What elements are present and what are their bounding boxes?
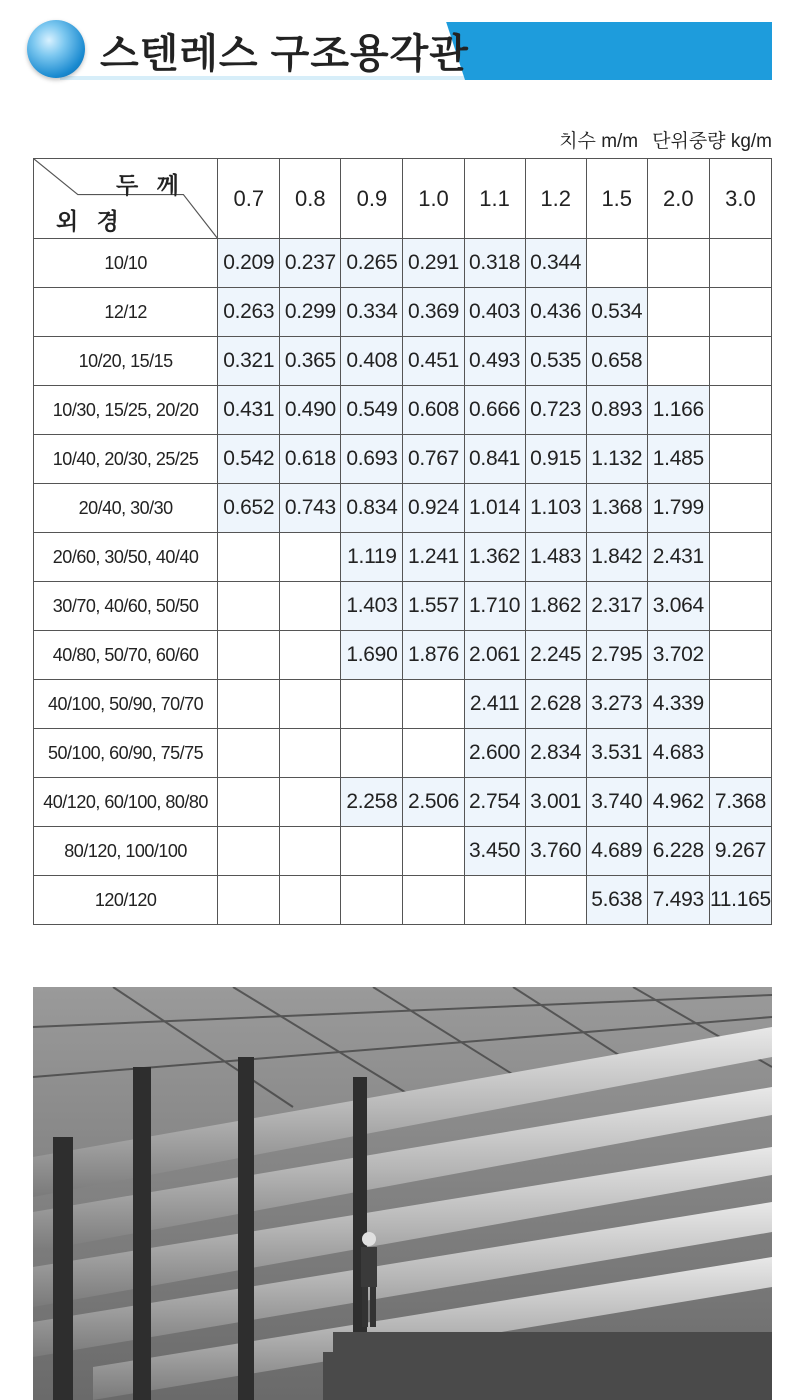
weight-cell: 6.228 <box>647 827 709 876</box>
empty-cell <box>647 239 709 288</box>
size-cell: 120/120 <box>34 876 218 925</box>
warehouse-photo <box>33 987 772 1400</box>
weight-cell: 0.841 <box>464 435 525 484</box>
weight-cell: 0.535 <box>525 337 586 386</box>
weight-cell: 0.403 <box>464 288 525 337</box>
weight-cell: 2.795 <box>586 631 647 680</box>
table-row <box>34 631 772 680</box>
header-row <box>34 159 772 239</box>
weight-cell: 1.690 <box>341 631 403 680</box>
table-row <box>34 239 772 288</box>
weight-cell: 0.291 <box>403 239 464 288</box>
empty-cell <box>709 239 771 288</box>
weight-cell: 0.893 <box>586 386 647 435</box>
empty-cell <box>280 778 341 827</box>
weight-cell: 2.834 <box>525 729 586 778</box>
weight-cell: 3.001 <box>525 778 586 827</box>
weight-cell: 0.658 <box>586 337 647 386</box>
thickness-header: 0.8 <box>280 159 341 239</box>
weight-cell: 2.061 <box>464 631 525 680</box>
empty-cell <box>218 876 280 925</box>
empty-cell <box>218 680 280 729</box>
empty-cell <box>341 876 403 925</box>
page-header <box>0 0 800 100</box>
thickness-header: 1.1 <box>464 159 525 239</box>
weight-cell: 2.600 <box>464 729 525 778</box>
weight-cell: 0.915 <box>525 435 586 484</box>
weight-cell: 0.321 <box>218 337 280 386</box>
weight-cell: 4.339 <box>647 680 709 729</box>
weight-cell: 0.365 <box>280 337 341 386</box>
table-row <box>34 533 772 582</box>
empty-cell <box>280 876 341 925</box>
empty-cell <box>403 680 464 729</box>
weight-cell: 0.608 <box>403 386 464 435</box>
weight-unit: 단위중량 kg/m <box>652 131 772 152</box>
weight-cell: 2.754 <box>464 778 525 827</box>
weight-cell: 3.273 <box>586 680 647 729</box>
weight-cell: 1.710 <box>464 582 525 631</box>
empty-cell <box>709 386 771 435</box>
table-row <box>34 778 772 827</box>
weight-cell: 0.299 <box>280 288 341 337</box>
empty-cell <box>280 631 341 680</box>
size-cell: 12/12 <box>34 288 218 337</box>
weight-cell: 1.166 <box>647 386 709 435</box>
weight-cell: 5.638 <box>586 876 647 925</box>
empty-cell <box>218 729 280 778</box>
weight-cell: 2.628 <box>525 680 586 729</box>
empty-cell <box>709 582 771 631</box>
empty-cell <box>709 680 771 729</box>
weight-cell: 2.245 <box>525 631 586 680</box>
weight-cell: 4.962 <box>647 778 709 827</box>
size-cell: 10/40, 20/30, 25/25 <box>34 435 218 484</box>
size-cell: 30/70, 40/60, 50/50 <box>34 582 218 631</box>
empty-cell <box>341 827 403 876</box>
weight-cell: 4.689 <box>586 827 647 876</box>
weight-cell: 1.557 <box>403 582 464 631</box>
empty-cell <box>525 876 586 925</box>
weight-cell: 3.760 <box>525 827 586 876</box>
empty-cell <box>647 337 709 386</box>
weight-cell: 2.506 <box>403 778 464 827</box>
weight-cell: 7.368 <box>709 778 771 827</box>
thickness-header: 2.0 <box>647 159 709 239</box>
empty-cell <box>709 435 771 484</box>
weight-cell: 0.334 <box>341 288 403 337</box>
weight-cell: 0.344 <box>525 239 586 288</box>
weight-cell: 3.702 <box>647 631 709 680</box>
empty-cell <box>280 533 341 582</box>
weight-cell: 0.924 <box>403 484 464 533</box>
weight-cell: 0.318 <box>464 239 525 288</box>
empty-cell <box>709 484 771 533</box>
empty-cell <box>280 827 341 876</box>
weight-cell: 3.450 <box>464 827 525 876</box>
weight-cell: 0.549 <box>341 386 403 435</box>
empty-cell <box>218 582 280 631</box>
empty-cell <box>280 680 341 729</box>
table-row <box>34 288 772 337</box>
weight-cell: 0.451 <box>403 337 464 386</box>
thickness-header: 0.7 <box>218 159 280 239</box>
size-cell: 80/120, 100/100 <box>34 827 218 876</box>
thickness-header: 3.0 <box>709 159 771 239</box>
page-title: 스텐레스 구조용각관 <box>100 32 469 76</box>
weight-cell: 0.265 <box>341 239 403 288</box>
weight-cell: 1.842 <box>586 533 647 582</box>
weight-cell: 7.493 <box>647 876 709 925</box>
weight-cell: 1.799 <box>647 484 709 533</box>
weight-cell: 0.369 <box>403 288 464 337</box>
weight-cell: 1.119 <box>341 533 403 582</box>
thickness-header: 1.0 <box>403 159 464 239</box>
size-cell: 20/40, 30/30 <box>34 484 218 533</box>
weight-cell: 0.263 <box>218 288 280 337</box>
table-body <box>34 239 772 925</box>
weight-cell: 1.368 <box>586 484 647 533</box>
weight-cell: 0.743 <box>280 484 341 533</box>
weight-cell: 4.683 <box>647 729 709 778</box>
size-cell: 10/30, 15/25, 20/20 <box>34 386 218 435</box>
thickness-header: 1.2 <box>525 159 586 239</box>
weight-cell: 1.103 <box>525 484 586 533</box>
table-row <box>34 435 772 484</box>
empty-cell <box>218 533 280 582</box>
weight-cell: 0.767 <box>403 435 464 484</box>
table-row <box>34 729 772 778</box>
weight-cell: 0.666 <box>464 386 525 435</box>
weight-cell: 0.490 <box>280 386 341 435</box>
table-row <box>34 876 772 925</box>
size-cell: 50/100, 60/90, 75/75 <box>34 729 218 778</box>
weight-cell: 0.834 <box>341 484 403 533</box>
weight-cell: 0.693 <box>341 435 403 484</box>
empty-cell <box>709 288 771 337</box>
weight-cell: 1.876 <box>403 631 464 680</box>
size-cell: 40/80, 50/70, 60/60 <box>34 631 218 680</box>
empty-cell <box>647 288 709 337</box>
empty-cell <box>280 729 341 778</box>
table-row <box>34 386 772 435</box>
weight-cell: 0.534 <box>586 288 647 337</box>
empty-cell <box>341 729 403 778</box>
weight-cell: 0.431 <box>218 386 280 435</box>
empty-cell <box>218 827 280 876</box>
weight-cell: 1.362 <box>464 533 525 582</box>
thickness-header: 0.9 <box>341 159 403 239</box>
empty-cell <box>280 582 341 631</box>
size-cell: 20/60, 30/50, 40/40 <box>34 533 218 582</box>
size-cell: 40/100, 50/90, 70/70 <box>34 680 218 729</box>
thickness-label: 두 께 <box>116 172 185 198</box>
weight-cell: 3.064 <box>647 582 709 631</box>
thickness-header: 1.5 <box>586 159 647 239</box>
weight-cell: 0.652 <box>218 484 280 533</box>
weight-cell: 3.740 <box>586 778 647 827</box>
empty-cell <box>464 876 525 925</box>
empty-cell <box>218 631 280 680</box>
weight-cell: 1.483 <box>525 533 586 582</box>
empty-cell <box>218 778 280 827</box>
globe-icon <box>27 20 85 78</box>
empty-cell <box>341 680 403 729</box>
empty-cell <box>403 876 464 925</box>
spec-table <box>33 158 772 925</box>
weight-cell: 0.618 <box>280 435 341 484</box>
table-row <box>34 680 772 729</box>
weight-cell: 0.436 <box>525 288 586 337</box>
header-accent-bar <box>470 22 772 80</box>
weight-cell: 1.241 <box>403 533 464 582</box>
weight-cell: 1.132 <box>586 435 647 484</box>
weight-cell: 0.493 <box>464 337 525 386</box>
dimension-unit: 치수 m/m <box>559 131 639 152</box>
weight-cell: 0.209 <box>218 239 280 288</box>
empty-cell <box>709 533 771 582</box>
weight-cell: 0.237 <box>280 239 341 288</box>
weight-cell: 0.542 <box>218 435 280 484</box>
weight-cell: 1.485 <box>647 435 709 484</box>
warehouse-racks-image <box>33 987 772 1400</box>
weight-cell: 3.531 <box>586 729 647 778</box>
unit-note <box>545 126 772 153</box>
size-cell: 10/10 <box>34 239 218 288</box>
table-row <box>34 337 772 386</box>
weight-cell: 0.723 <box>525 386 586 435</box>
table-row <box>34 484 772 533</box>
table-row <box>34 827 772 876</box>
weight-cell: 2.258 <box>341 778 403 827</box>
outer-diameter-label: 외 경 <box>56 208 125 234</box>
weight-cell: 11.165 <box>709 876 771 925</box>
weight-cell: 1.014 <box>464 484 525 533</box>
weight-cell: 2.431 <box>647 533 709 582</box>
empty-cell <box>709 729 771 778</box>
size-cell: 10/20, 15/15 <box>34 337 218 386</box>
weight-cell: 9.267 <box>709 827 771 876</box>
size-cell: 40/120, 60/100, 80/80 <box>34 778 218 827</box>
weight-cell: 1.403 <box>341 582 403 631</box>
corner-header <box>34 159 218 239</box>
empty-cell <box>709 631 771 680</box>
empty-cell <box>709 337 771 386</box>
weight-cell: 0.408 <box>341 337 403 386</box>
empty-cell <box>403 827 464 876</box>
empty-cell <box>586 239 647 288</box>
weight-cell: 2.317 <box>586 582 647 631</box>
weight-cell: 1.862 <box>525 582 586 631</box>
table-row <box>34 582 772 631</box>
weight-cell: 2.411 <box>464 680 525 729</box>
empty-cell <box>403 729 464 778</box>
